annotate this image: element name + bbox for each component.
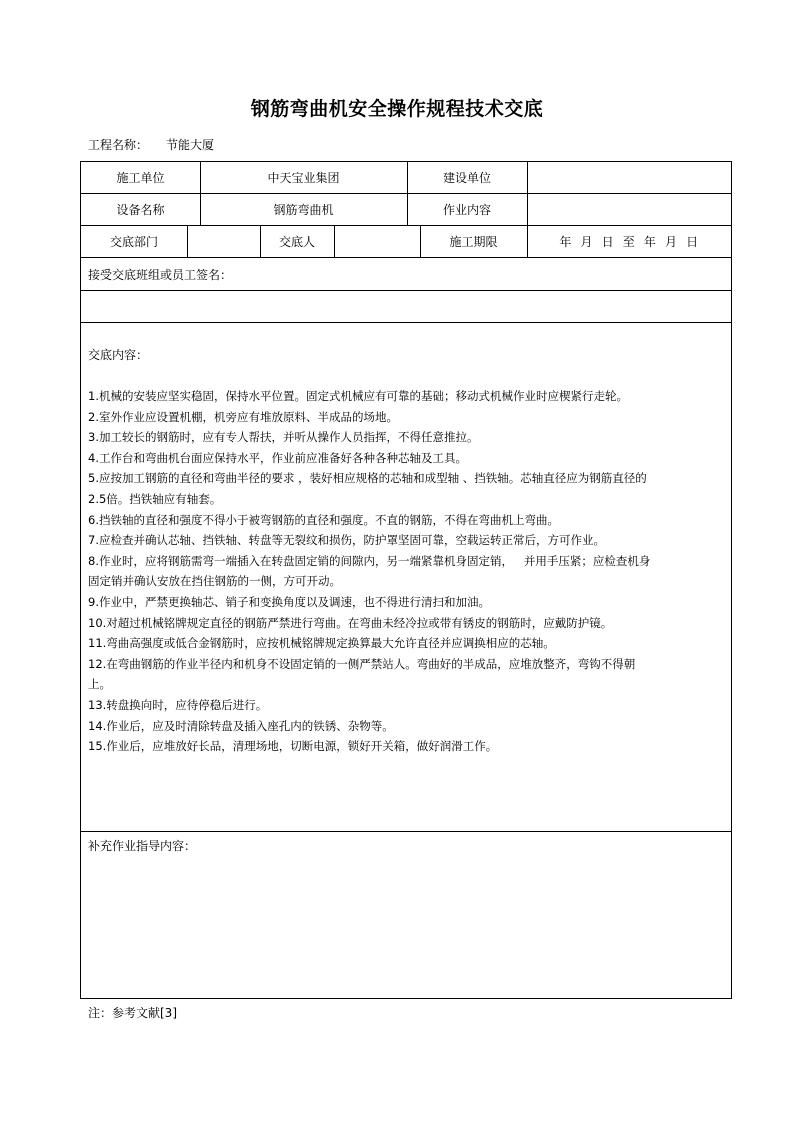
list-item: 10.对超过机械铭牌规定直径的钢筋严禁进行弯曲。在弯曲未经冷拉或带有锈皮的钢筋时，应戴防护镜。 [88, 615, 613, 630]
list-item: 9.作业中，严禁更换轴芯、销子和变换角度以及调速，也不得进行清扫和加油。 [88, 594, 490, 609]
content-label: 交底内容： [88, 348, 149, 362]
supplement-area[interactable] [81, 857, 731, 997]
list-item: 15.作业后，应堆放好长品，清理场地，切断电源，锁好开关箱，做好润滑工作。 [88, 739, 498, 754]
row-divider [81, 322, 731, 323]
list-item: 2.5倍。挡铁轴应有轴套。 [88, 491, 222, 506]
row-divider [81, 257, 731, 258]
equipment-value[interactable]: 钢筋弯曲机 [273, 202, 334, 217]
period-label: 施工期限 [449, 234, 498, 249]
work-content-label: 作业内容 [442, 202, 491, 217]
list-item: 1.机械的安装应坚实稳固，保持水平位置。固定式机械应有可靠的基础；移动式机械作业时应楔紧行走轮。 [88, 389, 628, 403]
signature-label: 接受交底班组或员工签名： [88, 268, 233, 282]
list-item: 8.作业时，应将钢筋需弯一端插入在转盘固定销的间隙内，另一端紧靠机身固定销， 并用手压紧；应检查机身 [88, 553, 651, 568]
presenter-label: 交底人 [278, 234, 315, 249]
footnote: 注：参考文献[3] [88, 1006, 177, 1020]
construction-unit-value[interactable]: 中天宝业集团 [267, 171, 340, 185]
project-line [88, 136, 214, 153]
list-item: 11.弯曲高强度或低合金钢筋时，应按机械铭牌规定换算最大允许直径并应调换相应的芯轴。 [88, 636, 555, 651]
list-item: 5.应按加工钢筋的直径和弯曲半径的要求 ，装好相应规格的芯轴和成型轴 、挡铁轴。芯轴直径应为钢筋直径的 [88, 471, 647, 486]
presenter-value[interactable] [334, 225, 420, 257]
project-label: 工程名称： [88, 138, 149, 152]
list-item: 4.工作台和弯曲机台面应保持水平，作业前应准备好各种各种芯轴及工具。 [88, 450, 467, 465]
list-item: 14.作业后，应及时清除转盘及插入座孔内的铁锈、杂物等。 [88, 718, 394, 733]
dept-label: 交底部门 [109, 234, 158, 249]
disclosure-form-table [80, 161, 732, 999]
supplement-label: 补充作业指导内容： [88, 839, 197, 853]
client-unit-value[interactable] [527, 162, 731, 193]
disclosure-items [88, 386, 728, 757]
signature-area[interactable] [81, 290, 731, 322]
row-divider [81, 831, 731, 832]
client-unit-label: 建设单位 [442, 171, 491, 185]
list-item: 6.挡铁轴的直径和强度不得小于被弯钢筋的直径和强度。不直的钢筋，不得在弯曲机上弯曲。 [88, 512, 559, 527]
period-value[interactable]: 年 月 日 至 年 月 日 [559, 234, 699, 249]
project-name: 节能大厦 [166, 138, 215, 152]
work-content-value[interactable] [527, 193, 731, 225]
list-item: 12.在弯曲钢筋的作业半径内和机身不设固定销的一侧严禁站人。弯曲好的半成品，应堆放整齐，弯钩不得朝 [88, 656, 636, 671]
list-item: 固定销并确认安放在挡住钢筋的一侧，方可开动。 [88, 574, 341, 589]
list-item: 7.应检查并确认芯轴、挡铁轴、转盘等无裂纹和损伤，防护罩坚固可靠，空载运转正常后，方可作业。 [88, 533, 605, 548]
list-item: 2.室外作业应设置机棚，机旁应有堆放原料、半成品的场地。 [88, 409, 398, 424]
dept-value[interactable] [187, 225, 260, 257]
construction-unit-label: 施工单位 [116, 171, 165, 185]
equipment-label: 设备名称 [116, 202, 165, 217]
list-item: 3.加工较长的钢筋时，应有专人帮扶，并听从操作人员指挥，不得任意推拉。 [88, 430, 479, 445]
list-item: 13.转盘换向时，应待停稳后进行。 [88, 697, 268, 712]
document-title: 钢筋弯曲机安全操作规程技术交底 [250, 98, 544, 120]
list-item: 上。 [88, 677, 111, 692]
